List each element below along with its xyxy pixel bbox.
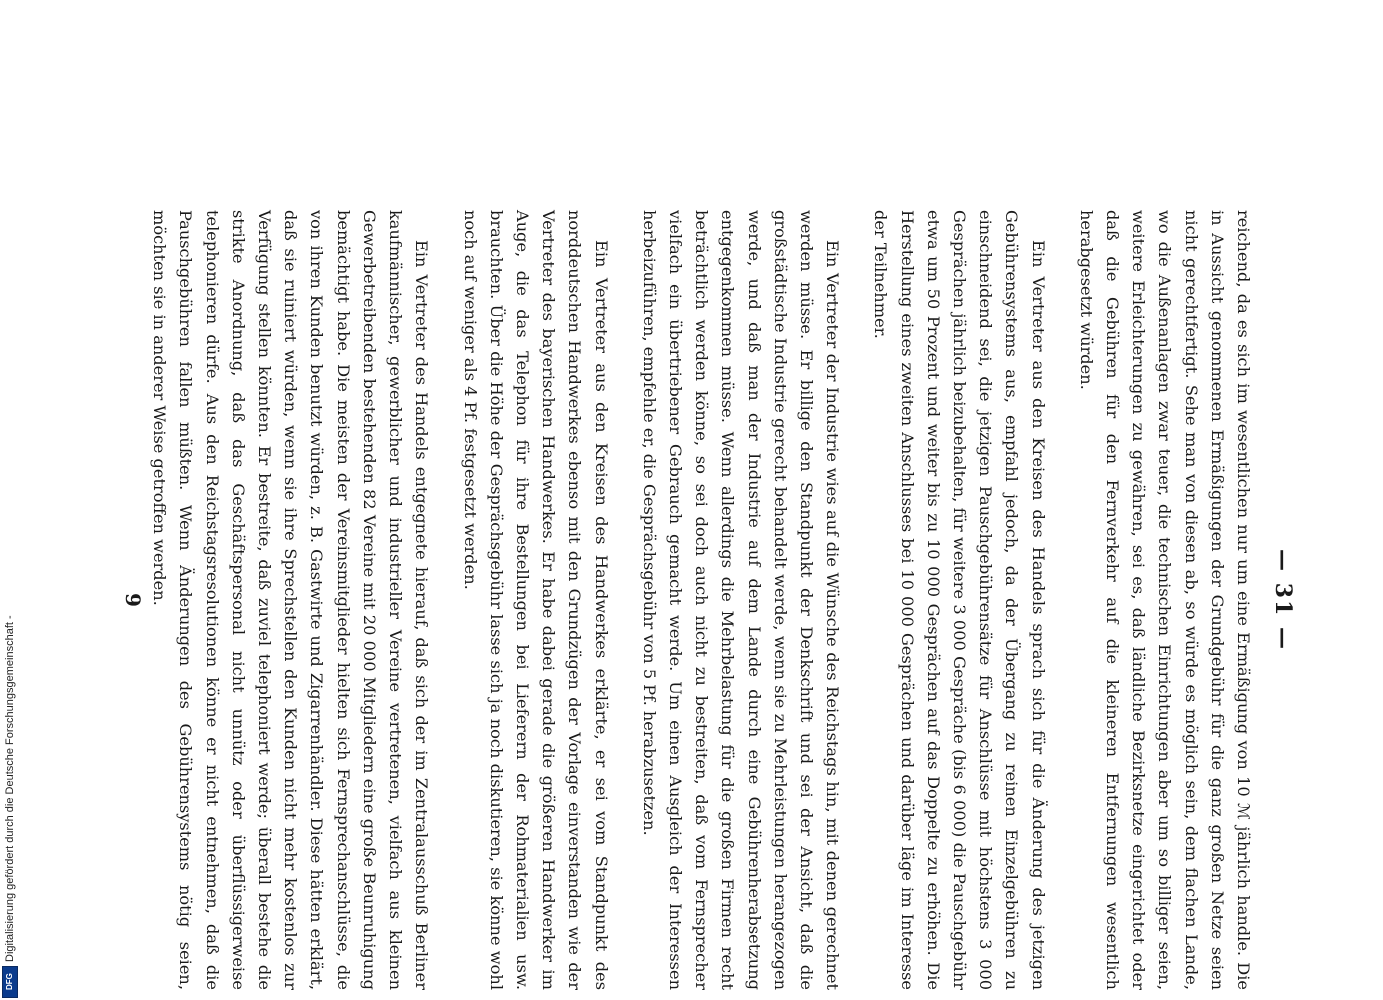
page-number-header: — 31 — <box>1270 549 1296 651</box>
paragraph-3: Ein Vertreter der Industrie wies auf die Wünsche des Reichstags hin, mit denen gerechnet werden müsse. Er billige den Standpunkt der Denkschrift und sei der Ansicht, daß die großstädtische Industrie gerecht behandelt werde, wenn sie zu Mehrleistungen herangezogen werde, und daß man der Industrie auf dem Lande durch eine Gebührenherabsetzung entgegenkommen müsse. Wenn allerdings die Mehrbelastung für die großen Firmen recht beträchtlich werden könne, so sei doch auch nicht zu bestreiten, daß vom Fernsprecher vielfach ein übertriebener Gebrauch gemacht werde. Um einen Ausgleich der Interessen herbeizuführen, empfehle er, die Gesprächsgebühr von 5 Pf. herabzusetzen. <box>639 210 843 990</box>
paragraph-5: Ein Vertreter des Handels entgegnete hierauf, daß sich der im Zentralausschuß Berliner kaufmännischer, gewerblicher und industrieller Vereine vertretenen, vielfach aus kleinen Gewerbetreibenden bestehenden 82 Vereine mit 20 000 Mitgliedern eine große Beunruhigung bemächtigt habe. Die meisten der Vereinsmitglieder hielten sich Fernsprechanschlüsse, die von ihren Kunden benutzt würden, z. B. Gastwirte und Zigarrenhändler. Diese hätten erklärt, daß sie ruiniert würden, wenn sie ihre Sprechstellen den Kunden nicht mehr kostenlos zur Verfügung stellen könnten. Er bestreite, daß zuviel telephoniert werde; überall bestehe die strikte Anordnung, daß das Geschäftspersonal nicht unnütz oder überflüssigerweise telephonieren dürfe. Aus den Reichstagsresolutionen könne er nicht entnehmen, daß die Pauschgebühren fallen müßten. Wenn Änderungen des Gebührensystems nötig seien, möchten sie in anderer Weise getroffen werden. <box>150 210 432 990</box>
signature-mark: 9 <box>121 593 145 607</box>
rotated-page <box>105 210 1300 990</box>
paragraph-4: Ein Vertreter aus den Kreisen des Handwerkes erklärte, er sei vom Standpunkt des norddeutschen Handwerkes ebenso mit den Grundzügen der Vorlage einverstanden wie der Vertreter des bayerischen Handwerkes. Er habe dabei gerade die größeren Handwerker im Auge, die das Telephon für ihre Bestellungen bei Lieferern der Rohmaterialien usw. brauchten. Über die Höhe der Gesprächsgebühr lasse sich ja noch diskutieren, sie könne wohl noch auf weniger als 4 Pf. festgesetzt werden. <box>460 210 611 990</box>
credit-text: Digitalisierung gefördert durch die Deutsche Forschungsgemeinschaft - <box>4 615 16 962</box>
paragraph-2: Ein Vertreter aus den Kreisen des Handels sprach sich für die Änderung des jetzigen Gebührensystems aus, empfahl jedoch, da der Übergang zu reinen Einzelgebühren zu einschneidend sei, die jetzigen Pauschgebührensätze für Anschlüsse mit höchstens 3 000 Gesprächen jährlich beizubehalten, für weitere 3 000 Gespräche (bis 6 000) die Pauschgebühr etwa um 50 Prozent und weiter bis zu 10 000 Gesprächen auf das Doppelte zu erhöhen. Die Herstellung eines zweiten Anschlusses bei 10 000 Gesprächen und darüber läge im Interesse der Teilnehmer. <box>871 210 1048 990</box>
digitization-credit <box>0 0 20 1000</box>
paragraph-1: reichend, da es sich im wesentlichen nur um eine Ermäßigung von 10 ℳ jährlich handle. Die in Aussicht genommenen Ermäßigungen der Grundgebühr für die ganz großen Netze seien nicht gerechtfertigt. Sehe man von diesen ab, so würde es möglich sein, dem flachen Lande, wo die Außenanlagen zwar teuer, die technischen Einrichtungen aber um so billiger seien, weitere Erleichterungen zu gewähren, sei es, daß ländliche Bezirksnetze eingerichtet oder daß die Gebühren für den Fernverkehr auf die kleineren Entfernungen wesentlich herabgesetzt würden. <box>1076 210 1253 990</box>
page-body <box>126 210 1256 990</box>
dfg-logo-icon: DFG <box>2 966 18 998</box>
